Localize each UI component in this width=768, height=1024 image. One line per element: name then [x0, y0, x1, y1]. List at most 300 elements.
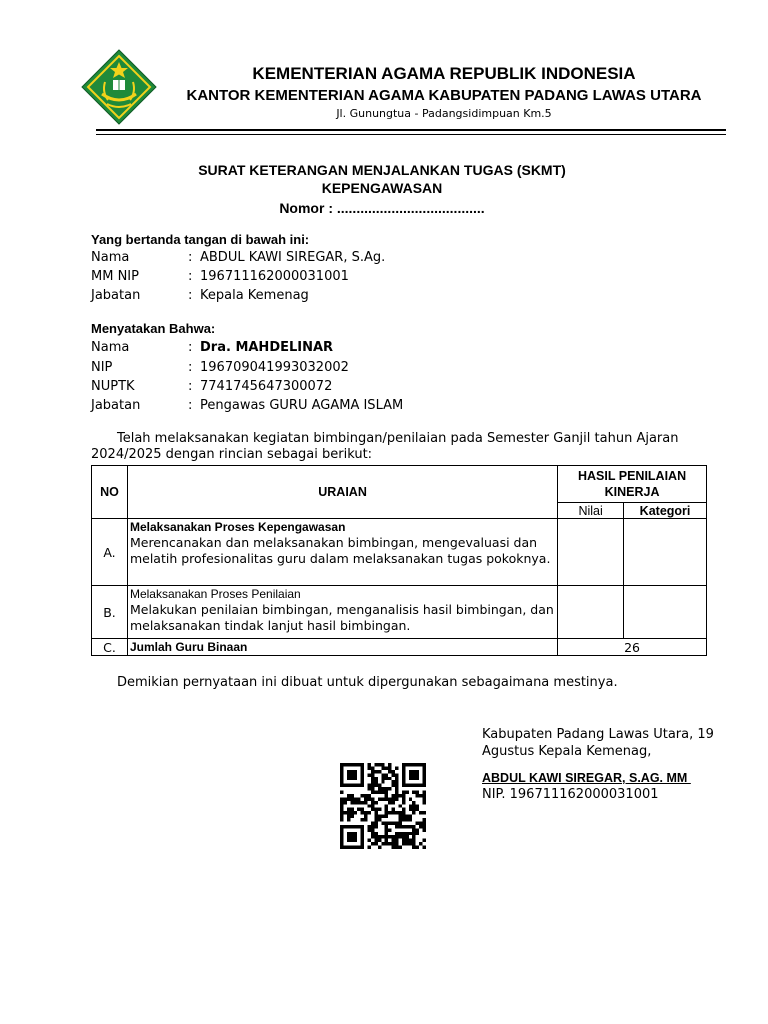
field-value: ABDUL KAWI SIREGAR, S.Ag.: [200, 250, 386, 265]
qr-module: [378, 770, 381, 773]
qr-module: [409, 773, 412, 776]
qr-module: [416, 794, 419, 797]
qr-module: [357, 784, 360, 787]
qr-module: [419, 821, 422, 824]
qr-module: [419, 784, 422, 787]
qr-module: [388, 811, 391, 814]
qr-module: [412, 846, 415, 849]
qr-module: [354, 784, 357, 787]
qr-module: [354, 825, 357, 828]
header-hasil: HASIL PENILAIAN KINERJA: [558, 466, 707, 503]
qr-module: [385, 832, 388, 835]
row-title: Melaksanakan Proses Penilaian: [129, 587, 301, 601]
qr-module: [416, 804, 419, 807]
qr-module: [347, 846, 350, 849]
qr-module: [347, 770, 350, 773]
qr-module: [350, 773, 353, 776]
qr-module: [423, 821, 426, 824]
signature-name: ABDUL KAWI SIREGAR, S.AG. MM: [482, 771, 691, 785]
qr-module: [395, 811, 398, 814]
qr-module: [423, 825, 426, 828]
qr-module: [409, 808, 412, 811]
field-label: Nama: [91, 250, 130, 265]
qr-module: [361, 780, 364, 783]
qr-module: [374, 777, 377, 780]
qr-module: [385, 842, 388, 845]
qr-module: [378, 815, 381, 818]
qr-module: [392, 773, 395, 776]
qr-module: [405, 818, 408, 821]
qr-module: [340, 808, 343, 811]
qr-module: [416, 846, 419, 849]
qr-module: [381, 835, 384, 838]
qr-module: [405, 784, 408, 787]
signature-nip: NIP. 196711162000031001: [482, 787, 659, 802]
qr-module: [412, 832, 415, 835]
qr-module: [340, 818, 343, 821]
qr-module: [402, 815, 405, 818]
qr-module: [416, 832, 419, 835]
office-address: Jl. Gunungtua - Padangsidimpuan Km.5: [336, 107, 552, 120]
qr-module: [340, 763, 343, 766]
qr-module: [378, 835, 381, 838]
qr-module: [347, 773, 350, 776]
qr-module: [419, 794, 422, 797]
qr-module: [368, 784, 371, 787]
qr-module: [405, 791, 408, 794]
row-description: Melakukan penilaian bimbingan, menganalisis hasil bimbingan, dan melaksanakan tindak lanjut hasil bimbingan.: [129, 602, 554, 633]
qr-module: [374, 842, 377, 845]
qr-module: [361, 794, 364, 797]
qr-module: [416, 777, 419, 780]
qr-module: [405, 825, 408, 828]
qr-module: [343, 801, 346, 804]
qr-module: [361, 811, 364, 814]
qr-module: [416, 763, 419, 766]
qr-module: [354, 763, 357, 766]
qr-module: [343, 811, 346, 814]
qr-module: [381, 791, 384, 794]
qr-module: [412, 804, 415, 807]
qr-module: [350, 797, 353, 800]
qr-module: [409, 804, 412, 807]
qr-module: [409, 818, 412, 821]
qr-module: [340, 801, 343, 804]
qr-module: [361, 832, 364, 835]
qr-module: [368, 794, 371, 797]
qr-module: [395, 784, 398, 787]
qr-module: [378, 846, 381, 849]
qr-module: [378, 818, 381, 821]
qr-module: [378, 791, 381, 794]
qr-module: [395, 821, 398, 824]
qr-module: [340, 797, 343, 800]
qr-module: [361, 825, 364, 828]
qr-module: [402, 818, 405, 821]
qr-module: [354, 770, 357, 773]
qr-module: [416, 770, 419, 773]
qr-module: [385, 804, 388, 807]
qr-module: [388, 787, 391, 790]
qr-module: [402, 780, 405, 783]
qr-module: [361, 801, 364, 804]
header-rule-thick: [96, 129, 726, 131]
qr-module: [412, 784, 415, 787]
qr-module: [364, 801, 367, 804]
qr-module: [364, 797, 367, 800]
kemenag-logo: [80, 48, 158, 126]
qr-module: [423, 828, 426, 831]
qr-module: [371, 804, 374, 807]
qr-module: [392, 780, 395, 783]
qr-module: [402, 825, 405, 828]
qr-module: [412, 842, 415, 845]
qr-module: [340, 804, 343, 807]
colon: :: [188, 250, 193, 265]
qr-module: [398, 846, 401, 849]
qr-module: [371, 780, 374, 783]
field-value: 7741745647300072: [200, 379, 333, 394]
qr-module: [368, 825, 371, 828]
qr-module: [405, 835, 408, 838]
colon: :: [188, 398, 193, 413]
qr-module: [402, 784, 405, 787]
colon: :: [188, 269, 193, 284]
qr-module: [371, 766, 374, 769]
qr-module: [371, 828, 374, 831]
qr-module: [350, 815, 353, 818]
closing-statement: Demikian pernyataan ini dibuat untuk dipergunakan sebagaimana mestinya.: [117, 675, 618, 690]
qr-module: [423, 846, 426, 849]
qr-module: [392, 839, 395, 842]
qr-module: [395, 797, 398, 800]
qr-module: [381, 815, 384, 818]
qr-module: [374, 780, 377, 783]
qr-module: [423, 770, 426, 773]
qr-module: [361, 846, 364, 849]
qr-module: [402, 763, 405, 766]
qr-module: [409, 832, 412, 835]
qr-module: [354, 777, 357, 780]
header-nilai: Nilai: [558, 503, 624, 519]
qr-module: [378, 763, 381, 766]
qr-module: [354, 797, 357, 800]
qr-module: [343, 763, 346, 766]
field-label: Nama: [91, 340, 130, 355]
qr-module: [374, 835, 377, 838]
qr-module: [395, 766, 398, 769]
qr-module: [354, 811, 357, 814]
qr-module: [412, 808, 415, 811]
qr-module: [423, 839, 426, 842]
header-uraian: URAIAN: [127, 466, 557, 519]
qr-module: [392, 784, 395, 787]
document-number: Nomor : ......................................: [279, 200, 485, 216]
assessment-table: [91, 465, 707, 656]
qr-module: [374, 784, 377, 787]
qr-module: [385, 808, 388, 811]
qr-module: [354, 846, 357, 849]
qr-module: [357, 763, 360, 766]
qr-module: [340, 842, 343, 845]
qr-module: [388, 763, 391, 766]
header-rule-thin: [96, 134, 726, 135]
qr-module: [347, 815, 350, 818]
qr-module: [340, 815, 343, 818]
qr-module: [374, 825, 377, 828]
qr-module: [398, 804, 401, 807]
qr-module: [392, 794, 395, 797]
qr-module: [381, 821, 384, 824]
qr-module: [340, 770, 343, 773]
qr-module: [409, 797, 412, 800]
qr-module: [412, 763, 415, 766]
qr-module: [368, 763, 371, 766]
row-no: C.: [92, 639, 128, 656]
qr-module: [368, 773, 371, 776]
row-no: A.: [92, 519, 128, 586]
qr-module: [347, 811, 350, 814]
qr-module: [361, 828, 364, 831]
qr-module: [402, 773, 405, 776]
qr-module: [402, 808, 405, 811]
qr-module: [416, 821, 419, 824]
qr-module: [423, 801, 426, 804]
qr-module: [423, 763, 426, 766]
qr-module: [340, 780, 343, 783]
qr-module: [388, 801, 391, 804]
qr-module: [357, 825, 360, 828]
qr-module: [381, 797, 384, 800]
qr-module: [423, 797, 426, 800]
qr-module: [419, 763, 422, 766]
qr-module: [347, 763, 350, 766]
colon: :: [188, 340, 193, 355]
field-label: Jabatan: [91, 288, 141, 303]
qr-module: [405, 763, 408, 766]
row-title: Melaksanakan Proses Kepengawasan: [129, 520, 346, 534]
qr-module: [398, 794, 401, 797]
qr-module: [395, 825, 398, 828]
qr-module: [350, 763, 353, 766]
qr-module: [374, 801, 377, 804]
qr-module: [392, 842, 395, 845]
field-label: MM NIP: [91, 269, 139, 284]
qr-module: [388, 828, 391, 831]
qr-module: [361, 842, 364, 845]
qr-module: [371, 791, 374, 794]
qr-module: [361, 770, 364, 773]
qr-module: [357, 797, 360, 800]
qr-module: [340, 828, 343, 831]
qr-module: [343, 784, 346, 787]
qr-module: [347, 784, 350, 787]
field-label: NIP: [91, 360, 113, 375]
qr-module: [385, 773, 388, 776]
qr-module: [412, 770, 415, 773]
qr-module: [385, 811, 388, 814]
qr-module: [416, 784, 419, 787]
qr-module: [340, 825, 343, 828]
qr-module: [398, 825, 401, 828]
qr-module: [347, 835, 350, 838]
row-title: Jumlah Guru Binaan: [127, 639, 557, 656]
field-value: Dra. MAHDELINAR: [200, 340, 334, 355]
qr-module: [395, 787, 398, 790]
qr-module: [405, 832, 408, 835]
qr-module: [409, 842, 412, 845]
qr-module: [423, 780, 426, 783]
qr-module: [392, 846, 395, 849]
signature-place-date: Kabupaten Padang Lawas Utara, 19 Agustus Kepala Kemenag,: [482, 727, 714, 759]
qr-module: [381, 787, 384, 790]
qr-module: [392, 801, 395, 804]
qr-module: [412, 777, 415, 780]
qr-module: [405, 815, 408, 818]
qr-module: [374, 811, 377, 814]
qr-module: [395, 773, 398, 776]
qr-module: [385, 839, 388, 842]
qr-module: [402, 777, 405, 780]
qr-module: [350, 832, 353, 835]
qr-module: [395, 835, 398, 838]
qr-module: [412, 791, 415, 794]
qr-module: [364, 811, 367, 814]
qr-module: [340, 791, 343, 794]
qr-module: [395, 832, 398, 835]
qr-module: [402, 770, 405, 773]
qr-module: [381, 773, 384, 776]
qr-module: [340, 839, 343, 842]
qr-module: [423, 794, 426, 797]
qr-module: [398, 815, 401, 818]
qr-module: [350, 794, 353, 797]
qr-module: [402, 835, 405, 838]
qr-module: [402, 832, 405, 835]
qr-module: [368, 797, 371, 800]
qr-module: [423, 777, 426, 780]
table-row: [92, 639, 707, 656]
qr-module: [357, 846, 360, 849]
qr-module: [371, 808, 374, 811]
qr-module: [388, 777, 391, 780]
qr-module: [388, 821, 391, 824]
qr-module: [371, 832, 374, 835]
qr-module: [378, 787, 381, 790]
table-header-row: [92, 466, 707, 503]
qr-module: [398, 818, 401, 821]
row-kategori: [624, 586, 707, 639]
row-kategori: [624, 519, 707, 586]
qr-module: [343, 846, 346, 849]
qr-module: [402, 766, 405, 769]
qr-module: [364, 818, 367, 821]
declared-heading: Menyatakan Bahwa:: [91, 321, 216, 336]
qr-module: [385, 797, 388, 800]
qr-module: [409, 770, 412, 773]
qr-module: [354, 801, 357, 804]
qr-module: [409, 815, 412, 818]
qr-module: [347, 797, 350, 800]
qr-module: [371, 842, 374, 845]
qr-module: [350, 811, 353, 814]
qr-module: [374, 763, 377, 766]
row-nilai: [558, 586, 624, 639]
qr-module: [371, 770, 374, 773]
qr-module: [371, 825, 374, 828]
qr-module: [350, 839, 353, 842]
qr-module: [402, 842, 405, 845]
qr-module: [388, 770, 391, 773]
qr-module: [419, 842, 422, 845]
qr-module: [340, 835, 343, 838]
qr-module: [361, 777, 364, 780]
qr-module: [361, 839, 364, 842]
colon: :: [188, 360, 193, 375]
qr-module: [378, 808, 381, 811]
qr-module: [343, 825, 346, 828]
row-nilai: [558, 519, 624, 586]
row-uraian: [127, 586, 557, 639]
qr-module: [368, 766, 371, 769]
qr-module: [419, 825, 422, 828]
qr-module: [381, 777, 384, 780]
qr-module: [405, 839, 408, 842]
qr-module: [340, 773, 343, 776]
qr-module: [350, 846, 353, 849]
qr-module: [371, 784, 374, 787]
qr-module: [395, 842, 398, 845]
row-description: Merencanakan dan melaksanakan bimbingan, mengevaluasi dan melatih profesionalitas guru dalam melaksanakan tugas pokoknya.: [129, 535, 551, 566]
qr-module: [416, 773, 419, 776]
qr-module: [412, 801, 415, 804]
qr-module: [374, 770, 377, 773]
colon: :: [188, 288, 193, 303]
qr-module: [378, 797, 381, 800]
qr-module: [423, 784, 426, 787]
qr-module: [395, 780, 398, 783]
qr-module: [402, 801, 405, 804]
qr-module: [395, 777, 398, 780]
qr-module: [385, 777, 388, 780]
qr-module: [347, 825, 350, 828]
qr-module: [340, 777, 343, 780]
qr-module: [395, 791, 398, 794]
qr-module: [392, 835, 395, 838]
qr-module: [381, 766, 384, 769]
qr-module: [398, 835, 401, 838]
qr-module: [350, 808, 353, 811]
qr-module: [392, 797, 395, 800]
qr-module: [388, 797, 391, 800]
document-title: SURAT KETERANGAN MENJALANKAN TUGAS (SKMT): [198, 162, 566, 178]
qr-module: [419, 811, 422, 814]
qr-module: [357, 808, 360, 811]
qr-module: [388, 842, 391, 845]
qr-module: [392, 811, 395, 814]
qr-module: [395, 846, 398, 849]
document-subtitle: KEPENGAWASAN: [321, 180, 443, 196]
qr-module: [378, 784, 381, 787]
qr-module: [392, 808, 395, 811]
header-no: NO: [92, 466, 128, 519]
qr-module: [364, 815, 367, 818]
qr-module: [374, 818, 377, 821]
office-name: KANTOR KEMENTERIAN AGAMA KABUPATEN PADANG LAWAS UTARA: [186, 87, 702, 104]
qr-module: [423, 773, 426, 776]
qr-module: [368, 839, 371, 842]
qr-module: [343, 797, 346, 800]
